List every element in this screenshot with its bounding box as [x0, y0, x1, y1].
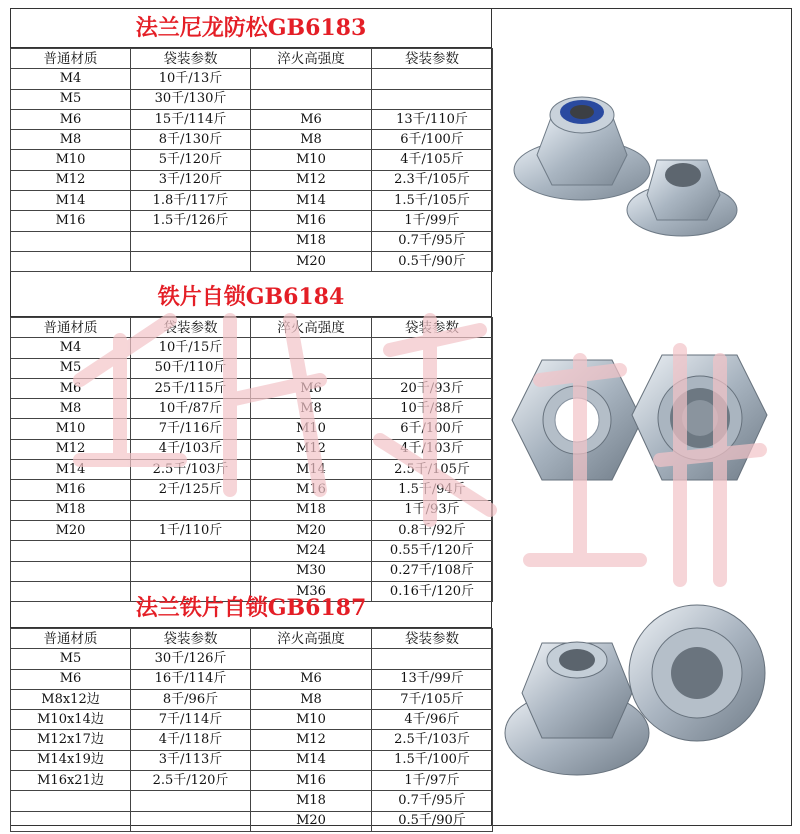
table-header-row — [11, 318, 493, 338]
table-cell: 0.7千/95斤 — [372, 791, 493, 811]
table-cell: 50千/110斤 — [131, 358, 251, 378]
table-cell: M10 — [251, 710, 372, 730]
table-cell: M4 — [11, 338, 131, 358]
table-cell: 13千/110斤 — [372, 109, 493, 129]
table-header-cell: 普通材质 — [11, 318, 131, 338]
table-cell: M8 — [251, 399, 372, 419]
table-cell — [251, 358, 372, 378]
table-header-cell: 袋装参数 — [131, 629, 251, 649]
table-cell: M16 — [11, 211, 131, 231]
spec-table — [10, 48, 493, 272]
table-cell — [131, 561, 251, 581]
table-cell — [251, 69, 372, 89]
table-cell: M16 — [251, 211, 372, 231]
table-row — [11, 130, 493, 150]
table-header-row — [11, 49, 493, 69]
table-cell: 15千/114斤 — [131, 109, 251, 129]
table-cell: 0.5千/90斤 — [372, 251, 493, 271]
table-cell: 4千/96斤 — [372, 710, 493, 730]
table-cell — [131, 541, 251, 561]
hex-lock-nut-photo — [492, 330, 792, 510]
table-cell: 7千/114斤 — [131, 710, 251, 730]
table-cell: 2.3千/105斤 — [372, 170, 493, 190]
table-cell: 2.5千/103斤 — [131, 460, 251, 480]
table-cell — [11, 251, 131, 271]
table-row — [11, 419, 493, 439]
table-cell — [11, 811, 131, 831]
table-cell: 3千/113斤 — [131, 750, 251, 770]
table-cell: M6 — [251, 109, 372, 129]
section-title: 铁片自锁GB6184 — [10, 277, 492, 317]
table-row — [11, 439, 493, 459]
table-cell: 10千/87斤 — [131, 399, 251, 419]
table-row — [11, 399, 493, 419]
table-cell: 0.55千/120斤 — [372, 541, 493, 561]
table-cell: 0.27千/108斤 — [372, 561, 493, 581]
table-cell — [251, 649, 372, 669]
table-cell: 0.7千/95斤 — [372, 231, 493, 251]
table-header-row — [11, 629, 493, 649]
table-row — [11, 771, 493, 791]
table-cell: M20 — [251, 520, 372, 540]
table-cell — [131, 500, 251, 520]
table-cell: M8 — [11, 130, 131, 150]
table-cell: M16 — [251, 480, 372, 500]
table-row — [11, 480, 493, 500]
table-header-cell: 淬火高强度 — [251, 318, 372, 338]
table-cell: M14 — [251, 460, 372, 480]
table-cell: 1.8千/117斤 — [131, 191, 251, 211]
table-cell — [372, 89, 493, 109]
table-cell: 2.5千/120斤 — [131, 771, 251, 791]
table-cell: 4千/103斤 — [372, 439, 493, 459]
table-header-cell: 袋装参数 — [372, 629, 493, 649]
table-row — [11, 669, 493, 689]
table-cell: 7千/116斤 — [131, 419, 251, 439]
table-cell — [131, 791, 251, 811]
flange-lock-nut-photo — [492, 598, 792, 798]
table-row — [11, 791, 493, 811]
table-cell: M6 — [11, 669, 131, 689]
table-row — [11, 689, 493, 709]
table-header-cell: 袋装参数 — [372, 318, 493, 338]
table-cell: 1.5千/126斤 — [131, 211, 251, 231]
table-cell: M24 — [251, 541, 372, 561]
table-cell: M14 — [251, 191, 372, 211]
table-cell: 4千/105斤 — [372, 150, 493, 170]
table-cell: M5 — [11, 89, 131, 109]
table-cell: 0.16千/120斤 — [372, 581, 493, 601]
table-cell: M14x19边 — [11, 750, 131, 770]
spec-table — [10, 317, 493, 602]
table-header-cell: 淬火高强度 — [251, 49, 372, 69]
table-cell: M18 — [11, 500, 131, 520]
table-cell: 6千/100斤 — [372, 130, 493, 150]
table-row — [11, 231, 493, 251]
table-cell: M14 — [251, 750, 372, 770]
table-cell: M6 — [251, 669, 372, 689]
table-cell: 25千/115斤 — [131, 378, 251, 398]
table-header-cell: 淬火高强度 — [251, 629, 372, 649]
table-cell — [372, 69, 493, 89]
table-cell: M14 — [11, 460, 131, 480]
table-cell: 7千/105斤 — [372, 689, 493, 709]
table-row — [11, 500, 493, 520]
table-cell: M12 — [11, 170, 131, 190]
table-cell: 6千/100斤 — [372, 419, 493, 439]
table-cell: M12 — [251, 170, 372, 190]
table-cell: 0.5千/90斤 — [372, 811, 493, 831]
table-cell — [11, 541, 131, 561]
table-row — [11, 520, 493, 540]
table-cell: M16 — [11, 480, 131, 500]
table-cell: M6 — [11, 378, 131, 398]
table-cell — [131, 231, 251, 251]
table-cell: M20 — [251, 251, 372, 271]
table-cell: M20 — [11, 520, 131, 540]
table-cell: 2千/125斤 — [131, 480, 251, 500]
table-row — [11, 750, 493, 770]
table-cell: M14 — [11, 191, 131, 211]
table-cell: 2.5千/105斤 — [372, 460, 493, 480]
table-row — [11, 89, 493, 109]
table-header-cell: 普通材质 — [11, 629, 131, 649]
table-cell: 30千/126斤 — [131, 649, 251, 669]
table-cell — [11, 561, 131, 581]
table-cell: 1千/93斤 — [372, 500, 493, 520]
table-row — [11, 211, 493, 231]
table-cell — [372, 338, 493, 358]
table-cell: M10 — [251, 150, 372, 170]
table-cell — [251, 338, 372, 358]
table-cell: 4千/103斤 — [131, 439, 251, 459]
table-row — [11, 69, 493, 89]
table-cell: M20 — [251, 811, 372, 831]
table-cell: 8千/96斤 — [131, 689, 251, 709]
table-cell: M16 — [251, 771, 372, 791]
table-cell: M10 — [251, 419, 372, 439]
table-cell: 1千/99斤 — [372, 211, 493, 231]
table-cell: M8x12边 — [11, 689, 131, 709]
table-cell: M6 — [11, 109, 131, 129]
table-cell: M12 — [251, 730, 372, 750]
table-cell: 30千/130斤 — [131, 89, 251, 109]
spec-table — [10, 628, 493, 832]
section-gb6187 — [10, 588, 492, 832]
table-cell: M16x21边 — [11, 771, 131, 791]
table-cell: M18 — [251, 791, 372, 811]
table-row — [11, 811, 493, 831]
table-row — [11, 730, 493, 750]
table-cell — [251, 89, 372, 109]
nylon-flange-nut-photo — [492, 60, 792, 260]
table-cell: M18 — [251, 500, 372, 520]
table-cell: M4 — [11, 69, 131, 89]
table-cell: 1千/110斤 — [131, 520, 251, 540]
table-row — [11, 150, 493, 170]
table-row — [11, 109, 493, 129]
table-cell — [372, 358, 493, 378]
table-row — [11, 460, 493, 480]
table-header-cell: 袋装参数 — [372, 49, 493, 69]
section-title: 法兰尼龙防松GB6183 — [10, 8, 492, 48]
table-cell: M36 — [251, 581, 372, 601]
table-cell: 1千/97斤 — [372, 771, 493, 791]
table-row — [11, 338, 493, 358]
table-cell: M8 — [11, 399, 131, 419]
table-row — [11, 561, 493, 581]
table-header-cell: 普通材质 — [11, 49, 131, 69]
table-header-cell: 袋装参数 — [131, 318, 251, 338]
table-cell: 16千/114斤 — [131, 669, 251, 689]
table-cell: M8 — [251, 130, 372, 150]
table-cell: M5 — [11, 358, 131, 378]
table-row — [11, 170, 493, 190]
table-row — [11, 251, 493, 271]
table-cell: 1.5千/105斤 — [372, 191, 493, 211]
table-cell: 8千/130斤 — [131, 130, 251, 150]
table-cell: M30 — [251, 561, 372, 581]
table-cell: 2.5千/103斤 — [372, 730, 493, 750]
table-cell — [131, 811, 251, 831]
table-cell: M10x14边 — [11, 710, 131, 730]
table-cell — [11, 231, 131, 251]
table-row — [11, 378, 493, 398]
section-title: 法兰铁片自锁GB6187 — [10, 588, 492, 628]
table-row — [11, 191, 493, 211]
section-gb6183 — [10, 8, 492, 272]
table-cell: M10 — [11, 419, 131, 439]
section-gb6184 — [10, 277, 492, 602]
table-cell: 4千/118斤 — [131, 730, 251, 750]
table-cell: M18 — [251, 231, 372, 251]
table-row — [11, 541, 493, 561]
table-cell: 1.5千/100斤 — [372, 750, 493, 770]
table-cell: 20千/93斤 — [372, 378, 493, 398]
table-cell: 0.8千/92斤 — [372, 520, 493, 540]
table-cell: M6 — [251, 378, 372, 398]
table-cell: 10千/13斤 — [131, 69, 251, 89]
table-cell — [11, 791, 131, 811]
table-cell — [131, 251, 251, 271]
table-cell: M10 — [11, 150, 131, 170]
table-row — [11, 358, 493, 378]
table-cell: M12x17边 — [11, 730, 131, 750]
table-cell: 13千/99斤 — [372, 669, 493, 689]
table-cell: 5千/120斤 — [131, 150, 251, 170]
table-row — [11, 649, 493, 669]
table-cell: M12 — [11, 439, 131, 459]
table-cell: 10千/88斤 — [372, 399, 493, 419]
table-cell: 10千/15斤 — [131, 338, 251, 358]
table-cell: M8 — [251, 689, 372, 709]
table-cell: 3千/120斤 — [131, 170, 251, 190]
table-cell: 1.5千/94斤 — [372, 480, 493, 500]
table-header-cell: 袋装参数 — [131, 49, 251, 69]
table-row — [11, 710, 493, 730]
table-cell — [372, 649, 493, 669]
table-cell: M12 — [251, 439, 372, 459]
table-cell: M5 — [11, 649, 131, 669]
